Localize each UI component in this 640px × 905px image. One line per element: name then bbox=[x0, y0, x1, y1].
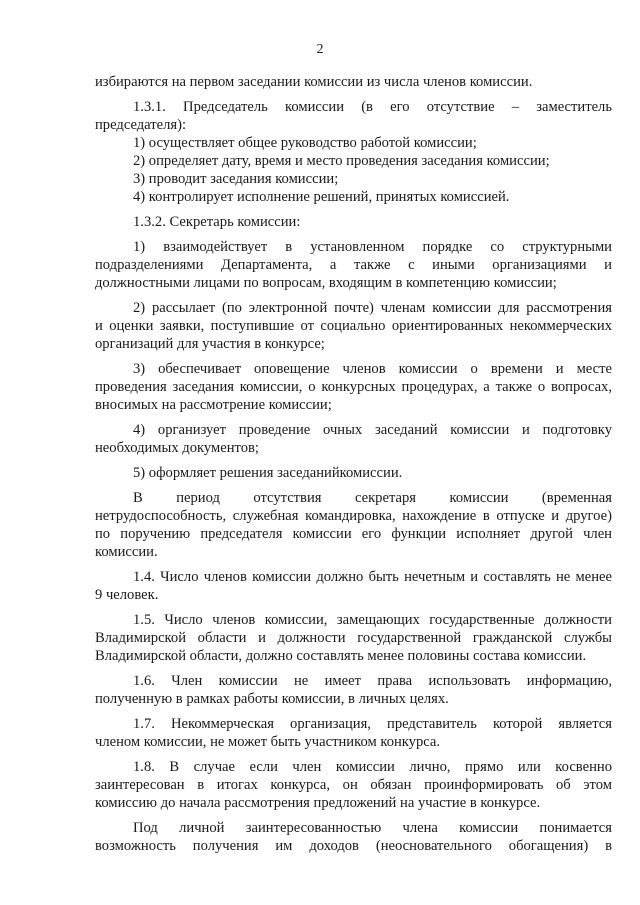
list-item: 2) определяет дату, время и место проведения заседания комиссии; bbox=[133, 153, 550, 169]
text-line: председателя): bbox=[95, 117, 187, 133]
text-line: вносимых на рассмотрение комиссии; bbox=[95, 397, 332, 413]
text-line: заинтересован в итогах конкурса, он обязан проинформировать об этом bbox=[95, 777, 612, 793]
text-line: 9 человек. bbox=[95, 587, 159, 603]
text-line: 1.3.1. Председатель комиссии (в его отсутствие – заместитель bbox=[133, 99, 612, 115]
text-line: комиссии. bbox=[95, 544, 158, 560]
list-item: 4) контролирует исполнение решений, принятых комиссией. bbox=[133, 189, 510, 205]
page-number: 2 bbox=[316, 42, 324, 57]
text-line: проведения заседания комиссии, о конкурсных процедурах, а также о вопросах, bbox=[95, 379, 612, 395]
list-item: 1) осуществляет общее руководство работой комиссии; bbox=[133, 135, 477, 151]
text-line: полученную в рамках работы комиссии, в личных целях. bbox=[95, 691, 449, 707]
section-heading: 1.3.2. Секретарь комиссии: bbox=[133, 214, 301, 230]
text-line: 1.5. Число членов комиссии, замещающих государственные должности bbox=[133, 612, 612, 628]
text-line: подразделениями Департамента, а также с иными организациями и bbox=[95, 257, 612, 273]
text-line: избираются на первом заседании комиссии из числа членов комиссии. bbox=[95, 74, 533, 90]
text-line: по поручению председателя комиссии его функции исполняет другой член bbox=[95, 526, 612, 542]
text-line: 4) организует проведение очных заседаний комиссии и подготовку bbox=[133, 422, 612, 438]
text-line: 1.4. Число членов комиссии должно быть нечетным и составлять не менее bbox=[133, 569, 612, 585]
text-line: 1.7. Некоммерческая организация, представитель которой является bbox=[133, 716, 612, 732]
text-line: Под личной заинтересованностью члена комиссии понимается bbox=[133, 820, 612, 836]
text-line: членом комиссии, не может быть участником конкурса. bbox=[95, 734, 441, 750]
text-line: 2) рассылает (по электронной почте) членам комиссии для рассмотрения bbox=[133, 300, 612, 316]
text-line: возможность получения им доходов (неосновательного обогащения) в bbox=[95, 838, 612, 854]
text-line: 1.8. В случае если член комиссии лично, прямо или косвенно bbox=[133, 759, 612, 775]
text-line: Владимирской области, должно составлять менее половины состава комиссии. bbox=[95, 648, 587, 664]
text-line: нетрудоспособность, служебная командировка, нахождение в отпуске и другое) bbox=[95, 508, 612, 524]
text-line: и оценки заявки, поступившие от социально ориентированных некоммерческих bbox=[95, 318, 612, 334]
text-line: 3) обеспечивает оповещение членов комиссии о времени и месте bbox=[133, 361, 612, 377]
text-line: необходимых документов; bbox=[95, 440, 259, 456]
text-line: организаций для участия в конкурсе; bbox=[95, 336, 325, 352]
text-line: 1) взаимодействует в установленном порядке со структурными bbox=[133, 239, 612, 255]
text-line: должностными лицами по вопросам, входящим в компетенцию комиссии; bbox=[95, 275, 557, 291]
text-line: 1.6. Член комиссии не имеет права использовать информацию, bbox=[133, 673, 612, 689]
list-item: 3) проводит заседания комиссии; bbox=[133, 171, 339, 187]
text-line: комиссию до начала рассмотрения предложений на участие в конкурсе. bbox=[95, 795, 541, 811]
text-line: В период отсутствия секретаря комиссии (временная bbox=[133, 490, 612, 506]
text-line: 5) оформляет решения заседанийкомиссии. bbox=[133, 465, 403, 481]
text-line: Владимирской области и должности государственной гражданской службы bbox=[95, 630, 612, 646]
